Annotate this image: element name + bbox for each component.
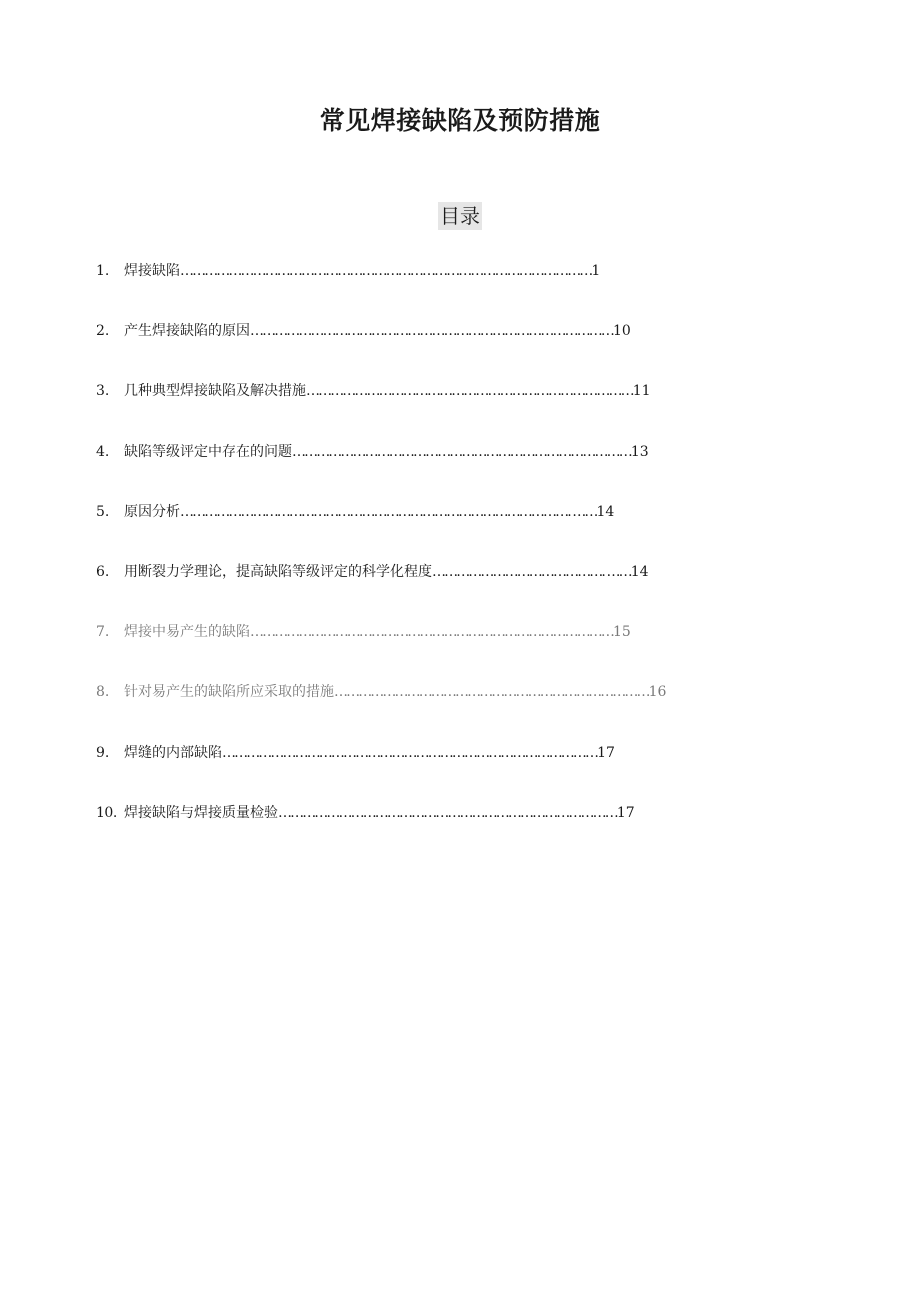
toc-heading-container — [0, 202, 920, 230]
toc-entry-page: 17 — [597, 744, 615, 761]
toc-entry-page: 14 — [630, 563, 649, 580]
toc-entry-title: 缺陷等级评定中存在的问题 — [124, 443, 292, 460]
toc-entry-number: 10. — [96, 804, 117, 821]
toc-entry-number: 5. — [96, 503, 110, 520]
toc-entry-number: 8. — [96, 684, 110, 701]
toc-entry-leader: ………………………………………………………………………… — [278, 804, 617, 821]
toc-entry[interactable] — [96, 679, 666, 739]
toc-entry-number: 2. — [96, 323, 110, 340]
toc-entry-number: 9. — [96, 744, 110, 761]
toc-entry-page: 15 — [613, 624, 631, 641]
toc-entry-leader: …………………………………………………………………… — [334, 684, 649, 701]
document-title: 常见焊接缺陷及预防措施 — [319, 106, 601, 135]
toc-entry-title: 焊接缺陷 — [124, 263, 180, 279]
toc-entry-page: 16 — [648, 684, 667, 701]
toc-entry-leader: ………………………………………………………………………… — [292, 443, 631, 460]
table-of-contents — [96, 258, 666, 860]
toc-entry-leader: ……………………………………………………………………………… — [250, 323, 614, 340]
toc-entry-leader: ……………………………………………………………………………………. …… — [180, 503, 597, 520]
toc-entry[interactable] — [96, 499, 666, 559]
toc-entry-title: 焊接缺陷与焊接质量检验 — [124, 804, 278, 821]
toc-entry[interactable] — [96, 740, 666, 800]
toc-heading: 目录 — [440, 204, 480, 228]
toc-entry-title: 焊接中易产生的缺陷 — [124, 624, 250, 641]
toc-entry-number: 3. — [96, 383, 110, 400]
toc-entry-number: 7. — [96, 624, 110, 641]
toc-entry-page: 17 — [616, 804, 635, 821]
toc-entry-page: 10 — [613, 323, 631, 340]
toc-entry-title: 焊缝的内部缺陷 — [124, 744, 222, 761]
toc-entry-page: 11 — [632, 383, 651, 400]
toc-entry-number: 1. — [96, 263, 110, 279]
toc-entry-page: 1 — [591, 263, 601, 279]
toc-entry[interactable] — [96, 258, 666, 318]
toc-entry-title: 原因分析 — [124, 503, 180, 520]
toc-entry-number: 6. — [96, 563, 110, 580]
toc-entry[interactable] — [96, 619, 666, 679]
toc-entry-title: 产生焊接缺陷的原因 — [124, 323, 250, 340]
toc-entry-title: 用断裂力学理论，提高缺陷等级评定的科学化程度 — [124, 563, 432, 580]
toc-entry-title: 针对易产生的缺陷所应采取的措施 — [124, 684, 334, 701]
toc-entry-leader: ……………………………………. …… — [432, 563, 631, 580]
toc-entry-page: 14 — [596, 503, 615, 520]
toc-entry-number: 4. — [96, 443, 110, 460]
toc-entry-title: 几种典型焊接缺陷及解决措施 — [124, 383, 306, 400]
toc-entry-leader: ……………………………………………………………………… — [306, 383, 633, 400]
toc-entry[interactable] — [96, 559, 666, 619]
toc-entry-leader: ………………………………………………………………………………………… — [180, 263, 592, 279]
toc-entry[interactable] — [96, 378, 666, 438]
toc-entry-leader: ……………………………………………………………………………… — [250, 624, 614, 641]
toc-entry[interactable] — [96, 800, 666, 860]
toc-entry[interactable] — [96, 318, 666, 378]
toc-entry-leader: ………………………………………………………………………………… — [222, 744, 598, 761]
toc-entry-page: 13 — [630, 443, 649, 460]
toc-entry[interactable] — [96, 439, 666, 499]
